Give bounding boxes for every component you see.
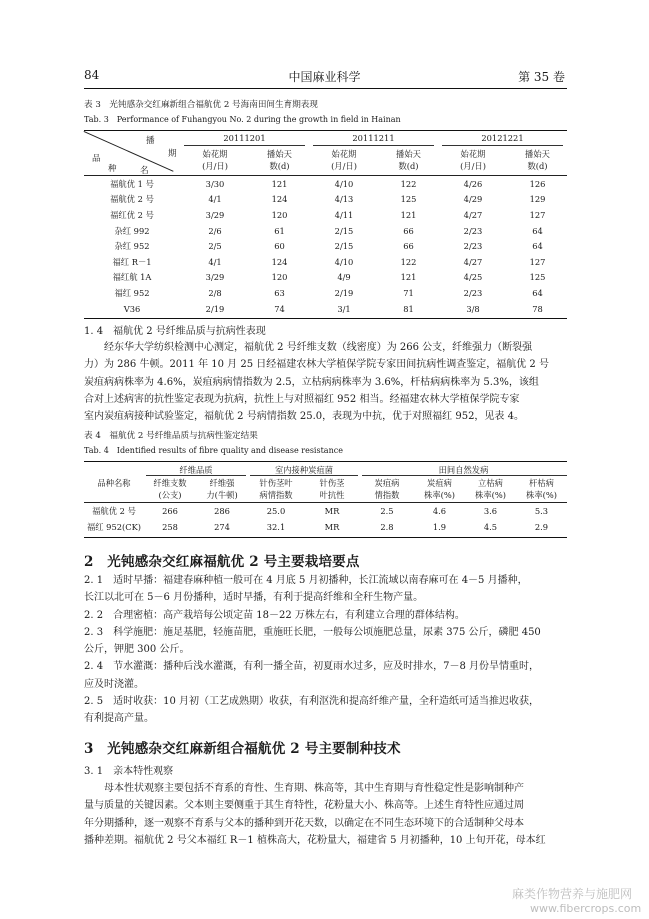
- table-cell: 71: [403, 287, 414, 298]
- table-cell: 2/23: [463, 241, 483, 252]
- table3-period-3-underline: [442, 145, 563, 146]
- table3-caption-en: Tab. 3 Performance of Fuhangyou No. 2 during the growth in field in Hainan: [84, 115, 401, 124]
- table4-variety-header: 品种名称: [97, 478, 131, 488]
- table-cell: 4/26: [463, 178, 483, 189]
- table4-group-indoor-underline: [250, 475, 358, 476]
- cultivation-item-line: 2. 2 合理密植：高产栽培每公顷定苗 18－22 万株左右，有利建立合理的群体结构。: [84, 609, 465, 621]
- table-cell: 2.5: [380, 505, 394, 516]
- table-cell: 2/8: [208, 287, 222, 298]
- table-cell: MR: [324, 505, 340, 516]
- table-cell: 121: [400, 272, 417, 283]
- table-cell: 25.0: [266, 505, 286, 516]
- table3-period-2: 20111211: [352, 133, 395, 143]
- table3-subheader-days: 播始天 数(d): [525, 149, 550, 171]
- table-cell: 4/1: [208, 194, 222, 205]
- journal-title: 中国麻业科学: [288, 70, 361, 84]
- table3-period-1: 20111201: [223, 133, 266, 143]
- table-cell: 286: [214, 505, 230, 516]
- variety-name-cell: 福红 952(CK): [86, 521, 142, 532]
- table-cell: 2/19: [334, 287, 354, 298]
- table4-subheader: 炭疽病 情指数: [374, 478, 400, 500]
- cultivation-item-line: 长江以北可在 5－6 月份播种，适时早播，有利于提高纤维和全秆生物产量。: [84, 592, 424, 604]
- volume-label: 第 35 卷: [518, 70, 565, 84]
- table3-header: [84, 131, 567, 175]
- table-cell: 2/23: [463, 225, 483, 236]
- table-cell: 120: [271, 209, 288, 220]
- cultivation-item-line: 应及时浇灌。: [84, 678, 144, 690]
- table3-period-1-underline: [184, 145, 305, 146]
- table-cell: 3/29: [205, 209, 225, 220]
- table-cell: 4/10: [334, 256, 354, 267]
- table-cell: 3.6: [483, 505, 498, 516]
- table-cell: 4.6: [432, 505, 447, 516]
- watermark-url: www.fibercrops.com: [530, 902, 642, 915]
- table-row: [84, 270, 567, 286]
- table-row: [84, 207, 567, 223]
- table-cell: 64: [532, 225, 543, 236]
- section-3-1-body: [84, 780, 567, 849]
- table-cell: 127: [529, 256, 546, 267]
- table-cell: 126: [529, 178, 546, 189]
- table-cell: 4/29: [463, 194, 483, 205]
- table-cell: 3/30: [205, 178, 225, 189]
- table4-subheader: 杆枯病 株率(%): [526, 478, 557, 500]
- table-cell: 1.9: [432, 521, 447, 532]
- table-cell: 4/10: [334, 178, 354, 189]
- table4-subheader: 针伤茎叶 病情指数: [259, 478, 293, 500]
- table-cell: 4/1: [208, 256, 222, 267]
- table4-subheader: 炭疽病 株率(%): [424, 478, 455, 500]
- table-cell: 63: [274, 287, 285, 298]
- table4-group-fibre-underline: [146, 475, 246, 476]
- table4-subheader: 纤维强 力(牛顿): [206, 478, 238, 500]
- variety-name-cell: 福红 952: [114, 287, 150, 298]
- section-3-1-title: 3. 1 亲本特性观察: [84, 766, 174, 777]
- table-cell: 3/1: [337, 303, 351, 314]
- table3-subheader-days: 播始天 数(d): [396, 149, 421, 171]
- paragraph-line: 母本性状观察主要包括不育系的育性、生育期、株高等，其中生育期与育性稳定性是影响制种产: [104, 783, 524, 794]
- paragraph-line: 经东华大学纺织检测中心测定，福航优 2 号纤维支数（线密度）为 266 公支，纤维强力（断裂强: [104, 342, 533, 353]
- cultivation-item-line: 有利提高产量。: [84, 713, 154, 725]
- table4-caption-en: Tab. 4 Identified results of fibre quality and disease resistance: [84, 446, 343, 455]
- table4-header: [84, 462, 567, 502]
- table-row: [84, 519, 567, 535]
- watermark-cn: 麻类作物营养与施肥网: [512, 887, 633, 901]
- table-cell: 74: [274, 303, 285, 314]
- table3-corner-bottom: 名: [140, 166, 149, 176]
- table-cell: 122: [400, 256, 417, 267]
- table3-corner-mid: 品: [92, 154, 101, 164]
- variety-name-cell: 福航优 2 号: [92, 505, 136, 516]
- table-cell: 2/5: [208, 241, 222, 252]
- variety-name-cell: 福红 R－1: [112, 256, 152, 267]
- table-cell: 60: [274, 241, 285, 252]
- table3-corner-top: 播: [146, 136, 155, 146]
- paragraph-line: 合对上述病害的抗性鉴定表现为抗病，抗性上与对照福红 952 相当。经福建农林大学植保学院专家: [84, 393, 520, 405]
- table-cell: 4/9: [337, 272, 351, 283]
- table3-corner-mid2: 种: [108, 164, 117, 174]
- table-cell: 66: [403, 241, 414, 252]
- table4-subheader: 立枯病 株率(%): [475, 478, 506, 500]
- variety-name-cell: 杂红 952: [114, 241, 150, 252]
- table3-subheader-flower: 始花期 (月/日): [202, 149, 228, 171]
- table3-caption-cn: 表 3 光钝感杂交红麻新组合福航优 2 号海南田间生育期表现: [84, 100, 318, 110]
- table4-bottom-rule: [84, 537, 567, 538]
- table-cell: 3/8: [466, 303, 480, 314]
- table4-subheader: 针伤茎 叶抗性: [319, 478, 345, 500]
- cultivation-item-line: 公斤，钾肥 300 公斤。: [84, 644, 190, 656]
- table-cell: 2.8: [380, 521, 394, 532]
- section-2-items: [84, 572, 567, 728]
- table4-group-field-underline: [362, 475, 567, 476]
- table4-group-fibre: 纤维品质: [179, 465, 213, 475]
- table-cell: 4/27: [463, 256, 483, 267]
- table-cell: 78: [532, 303, 543, 314]
- variety-name-cell: 杂红 992: [114, 225, 150, 236]
- table-cell: 66: [403, 225, 414, 236]
- table-row: [84, 254, 567, 270]
- table-cell: 120: [271, 272, 288, 283]
- paragraph-line: 播种差期。福航优 2 号父本福红 R－1 植株高大，花粉量大，福建省 5 月初播种，10 上旬开花，母本红: [84, 834, 546, 846]
- table-cell: 2/15: [334, 241, 354, 252]
- cultivation-item-line: 2. 1 适时早播：福建春麻种植一般可在 4 月底 5 月初播种，长江流域以南春麻可在 4－5 月播种，: [84, 575, 528, 586]
- header-rule: [84, 88, 567, 89]
- table-cell: 81: [403, 303, 414, 314]
- table-cell: 125: [400, 194, 417, 205]
- table3-subheader-flower: 始花期 (月/日): [460, 149, 486, 171]
- table3: [84, 131, 567, 316]
- table-row: [84, 503, 567, 519]
- table-cell: MR: [324, 521, 340, 532]
- table-cell: 64: [532, 241, 543, 252]
- cultivation-item-line: 2. 3 科学施肥：施足基肥，轻施苗肥，重施旺长肥，一般每公顷施肥总量，尿素 375 公斤，磷肥 450: [84, 626, 541, 638]
- table-cell: 127: [529, 209, 546, 220]
- table-cell: 4/11: [334, 209, 354, 220]
- cultivation-item-line: 2. 4 节水灌溉：播种后浅水灌溉，有利一播全苗，初夏雨水过多，应及时排水，7－8 月份旱情重时，: [84, 661, 539, 673]
- table3-corner-top2: 期: [168, 149, 177, 159]
- table3-subheader-days: 播始天 数(d): [267, 149, 292, 171]
- section-2-title: 2 光钝感杂交红麻福航优 2 号主要栽培要点: [84, 554, 360, 570]
- paragraph-line: 室内炭疽病接种试验鉴定，福航优 2 号病情指数 25.0，表现为中抗，优于对照福红 952，见表 4。: [84, 411, 524, 423]
- table-cell: 3/29: [205, 272, 225, 283]
- table4-subheader: 纤维支数 (公支): [153, 478, 187, 500]
- table-cell: 121: [400, 209, 417, 220]
- table-cell: 32.1: [266, 521, 286, 532]
- page-number: 84: [84, 68, 100, 82]
- table3-subheader-flower: 始花期 (月/日): [331, 149, 357, 171]
- table-cell: 2/23: [463, 287, 483, 298]
- table-cell: 124: [271, 256, 288, 267]
- variety-name-cell: 福航优 2 号: [110, 194, 154, 205]
- paragraph-line: 年分期播种，逐一观察不育系与父本的播种到开花天数，以确定在不同生态环境下的合适制种父母本: [84, 817, 524, 829]
- variety-name-cell: 福航优 1 号: [110, 178, 154, 189]
- table-cell: 64: [532, 287, 543, 298]
- section-1-4-body: [84, 339, 567, 425]
- cultivation-item-line: 2. 5 适时收获：10 月初（工艺成熟期）收获，有利沤洗和提高纤维产量，全秆造纸可适当推迟收获，: [84, 696, 539, 708]
- table-cell: 122: [400, 178, 417, 189]
- paragraph-line: 炭疽病病株率为 4.6%，炭疽病病情指数为 2.5，立枯病病株率为 3.6%，杆枯病病株率为 5.3%，该组: [84, 376, 539, 388]
- table-cell: 4/25: [463, 272, 483, 283]
- table4-group-indoor: 室内接种炭疽菌: [274, 465, 334, 475]
- table-cell: 4.5: [483, 521, 498, 532]
- table-row: [84, 223, 567, 239]
- table-cell: 2.9: [534, 521, 549, 532]
- table-cell: 274: [214, 521, 230, 532]
- variety-name-cell: 福红航 1A: [112, 272, 152, 283]
- table-row: [84, 176, 567, 192]
- paragraph-line: 量与质量的关键因素。父本则主要侧重于其生育特性，花粉量大小、株高等。上述生育特性应通过周: [84, 800, 524, 812]
- table-cell: 266: [162, 505, 178, 516]
- table-cell: 2/19: [205, 303, 225, 314]
- table3-period-3: 20121221: [481, 133, 524, 143]
- table-cell: 258: [162, 521, 178, 532]
- variety-name-cell: V36: [123, 303, 141, 314]
- table-cell: 61: [274, 225, 285, 236]
- table4: [84, 462, 567, 535]
- table4-body: [84, 503, 567, 535]
- table-row: [84, 301, 567, 317]
- section-1-4-title: 1. 4 福航优 2 号纤维品质与抗病性表现: [84, 326, 266, 337]
- table3-period-2-underline: [313, 145, 434, 146]
- table-cell: 4/27: [463, 209, 483, 220]
- table3-body: [84, 176, 567, 316]
- table-row: [84, 285, 567, 301]
- table-cell: 5.3: [534, 505, 549, 516]
- table3-bottom-rule: [84, 318, 567, 319]
- table-cell: 121: [271, 178, 288, 189]
- table-cell: 2/6: [208, 225, 222, 236]
- table-row: [84, 192, 567, 208]
- table4-group-field: 田间自然发病: [438, 465, 489, 475]
- table-cell: 125: [529, 272, 546, 283]
- table-cell: 124: [271, 194, 288, 205]
- section-3-title: 3 光钝感杂交红麻新组合福航优 2 号主要制种技术: [84, 741, 401, 757]
- paragraph-line: 力）为 286 牛顿。2011 年 10 月 25 日经福建农林大学植保学院专家田间抗病性调查鉴定，福航优 2 号: [84, 359, 549, 371]
- table-row: [84, 238, 567, 254]
- table-cell: 2/15: [334, 225, 354, 236]
- variety-name-cell: 福红优 2 号: [110, 209, 154, 220]
- table4-caption-cn: 表 4 福航优 2 号纤维品质与抗病性鉴定结果: [84, 431, 258, 441]
- table-cell: 129: [529, 194, 546, 205]
- table-cell: 4/13: [334, 194, 354, 205]
